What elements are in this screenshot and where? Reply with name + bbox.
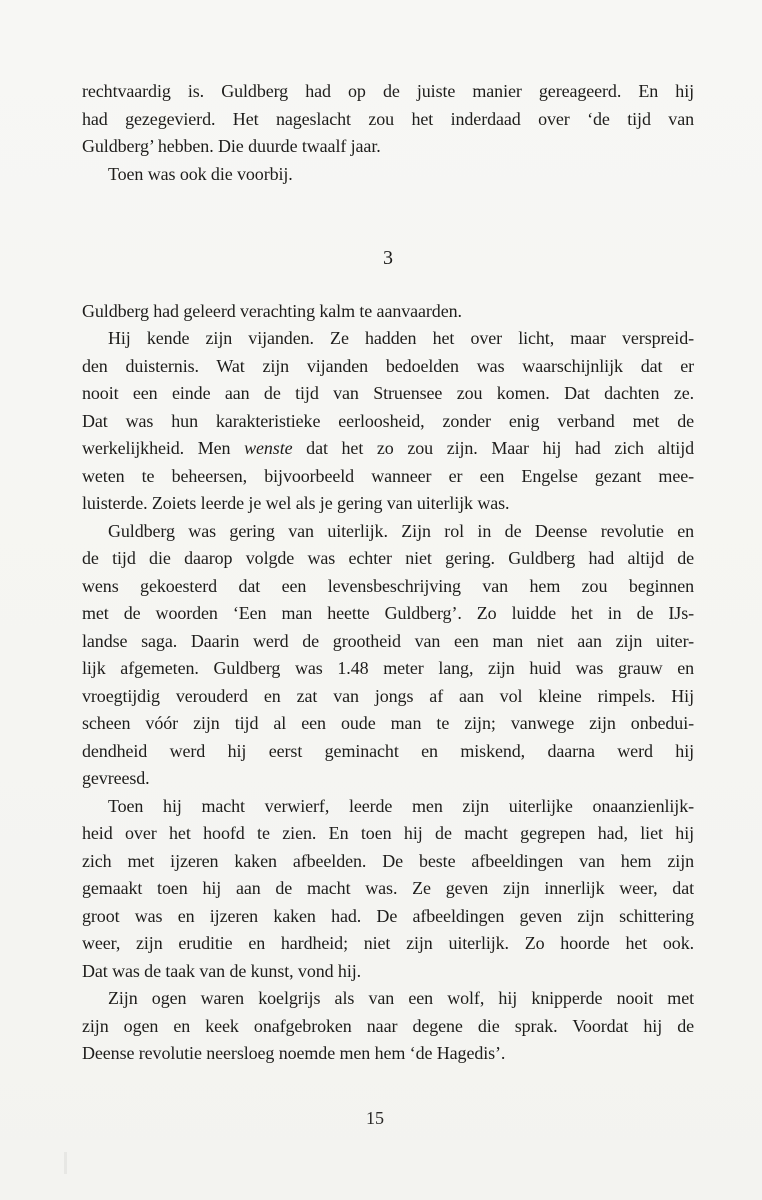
paragraph [82, 78, 694, 161]
text-line: Dat was de taak van de kunst, vond hij. [82, 960, 362, 981]
text-line: had gezegevierd. Het nageslacht zou het inderdaad over ‘de tijd van [82, 108, 694, 129]
italic-word: wenste [244, 438, 293, 458]
text-line: Deense revolutie neersloeg noemde men hem ‘de Hagedis’. [82, 1043, 506, 1063]
page-text [82, 78, 694, 1068]
text-line: Hij kende zijn vijanden. Ze hadden het over licht, maar verspreid- [108, 328, 694, 348]
text-line: Guldberg was gering van uiterlijk. Zijn rol in de Deense revolutie en [108, 520, 694, 541]
paragraph [82, 518, 694, 793]
text-line: weten te beheersen, bijvoorbeeld wanneer er een Engelse gezant mee- [82, 465, 694, 486]
text-line: Guldberg’ hebben. Die duurde twaalf jaar. [82, 136, 381, 156]
text-line: Toen was ook die voorbij. [108, 163, 293, 184]
text-line: dendheid werd hij eerst geminacht en miskend, daarna werd hij [82, 740, 694, 761]
paragraph [82, 985, 694, 1068]
text-line: luisterde. Zoiets leerde je wel als je gering van uiterlijk was. [82, 493, 510, 513]
text-line: Dat was hun karakteristieke eerloosheid, zonder enig verband met de [82, 410, 694, 431]
text-line: weer, zijn eruditie en hardheid; niet zijn uiterlijk. Zo hoorde het ook. [82, 933, 694, 953]
text-line: Guldberg had geleerd verachting kalm te aanvaarden. [82, 300, 462, 321]
text-line: lijk afgemeten. Guldberg was 1.48 meter lang, zijn huid was grauw en [82, 658, 694, 678]
text-line: landse saga. Daarin werd de grootheid van een man niet aan zijn uiter- [82, 630, 694, 651]
text-segment: werkelijkheid. Men [82, 438, 245, 458]
text-line: wens gekoesterd dat een levensbeschrijving van hem zou beginnen [82, 575, 694, 596]
text-line: den duisternis. Wat zijn vijanden bedoelden was waarschijnlijk dat er [82, 355, 694, 376]
text-line: met de woorden ‘Een man heette Guldberg’. Zo luidde het in de IJs- [82, 603, 694, 623]
text-line: gevreesd. [82, 768, 150, 788]
text-line: nooit een einde aan de tijd van Struensee zou komen. Dat dachten ze. [82, 383, 694, 403]
text-line: Zijn ogen waren koelgrijs als van een wolf, hij knipperde nooit met [108, 988, 694, 1008]
page-number-label: 15 [366, 1108, 384, 1128]
text-line: de tijd die daarop volgde was echter niet gering. Guldberg had altijd de [82, 548, 694, 568]
text-line: zijn ogen en keek onafgebroken naar degene die sprak. Voordat hij de [82, 1015, 694, 1036]
text-line: scheen vóór zijn tijd al een oude man te zijn; vanwege zijn onbedui- [82, 713, 694, 733]
text-line: gemaakt toen hij aan de macht was. Ze geven zijn innerlijk weer, dat [82, 878, 694, 898]
text-line [82, 435, 694, 463]
text-line: Toen hij macht verwierf, leerde men zijn uiterlijke onaanzienlijk- [108, 795, 694, 816]
scan-artifact [64, 1152, 67, 1174]
text-line: zich met ijzeren kaken afbeelden. De beste afbeeldingen van hem zijn [82, 850, 694, 871]
text-line: heid over het hoofd te zien. En toen hij de macht gegrepen had, liet hij [82, 823, 694, 843]
paragraph [82, 325, 694, 518]
text-line: groot was en ijzeren kaken had. De afbeeldingen geven zijn schittering [82, 905, 694, 926]
paragraph [82, 793, 694, 986]
text-line: vroegtijdig verouderd en zat van jongs af aan vol kleine rimpels. Hij [82, 685, 694, 706]
paragraph [82, 298, 694, 326]
chapter-number: 3 [383, 247, 393, 269]
text-segment: dat het zo zou zijn. Maar hij had zich altijd [292, 438, 694, 458]
text-line: rechtvaardig is. Guldberg had op de juiste manier gereageerd. En hij [82, 81, 694, 101]
paragraph [82, 161, 694, 189]
